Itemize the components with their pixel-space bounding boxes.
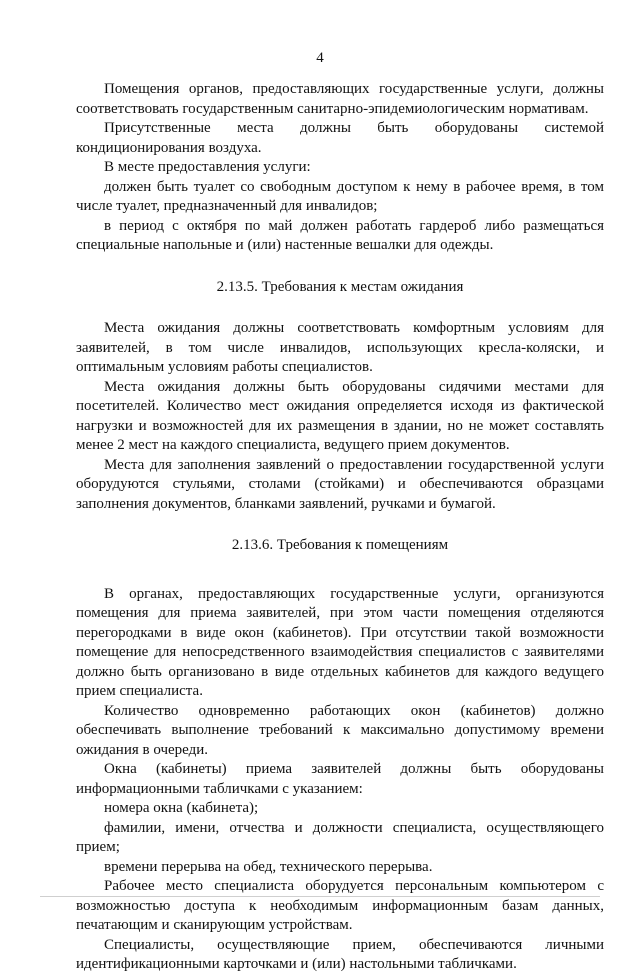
paragraph: Места ожидания должны быть оборудованы сидячими местами для посетителей. Количество мест ожидания определяется исходя из фактической нагрузки и возможностей для их размещения в здании, но не может составлять менее 2 мест на каждого специалиста, ведущего прием документов. <box>76 378 604 453</box>
paragraph: Количество одновременно работающих окон (кабинетов) должно обеспечивать выполнение требований к максимально допустимому времени ожидания в очереди. <box>76 702 604 758</box>
paragraph: времени перерыва на обед, технического перерыва. <box>104 858 433 875</box>
paragraph: номера окна (кабинета); <box>104 800 259 816</box>
paragraph: должен быть туалет со свободным доступом к нему в рабочее время, в том числе туалет, предназначенный для инвалидов; <box>76 178 604 214</box>
paragraph: Помещения органов, предоставляющих государственные услуги, должны соответствовать государственным санитарно-эпидемиологическим нормативам. <box>76 81 604 117</box>
paragraph: Места для заполнения заявлений о предоставлении государственной услуги оборудуются стульями, столами (стойками) и обеспечиваются образцами заполнения документов, бланками заявлений, ручками и бумагой. <box>76 456 604 512</box>
paragraph: Места ожидания должны соответствовать комфортным условиям для заявителей, в том числе инвалидов, использующих кресла-коляски, и оптимальным условиям работы специалистов. <box>76 320 604 375</box>
section-heading-2-13-5: 2.13.5. Требования к местам ожидания <box>216 278 464 295</box>
paragraph: Присутственные места должны быть оборудованы системой кондиционирования воздуха. <box>76 120 604 156</box>
bottom-edge-line <box>40 896 600 897</box>
paragraph: Специалисты, осуществляющие прием, обеспечиваются личными идентификационными карточками и (или) настольными табличками. <box>76 936 604 972</box>
paragraph: в период с октября по май должен работать гардероб либо размещаться специальные напольные и (или) настенные вешалки для одежды. <box>76 217 604 253</box>
section-heading-2-13-6: 2.13.6. Требования к помещениям <box>231 537 449 553</box>
paragraph: Рабочее место специалиста оборудуется персональным компьютером с возможностью доступа к необходимым информационным базам данных, печатающим и сканирующим устройствам. <box>76 878 604 933</box>
paragraph: фамилии, имени, отчества и должности специалиста, осуществляющего прием; <box>76 819 604 855</box>
document-body <box>76 80 604 975</box>
page-number: 4 <box>316 50 324 66</box>
paragraph: В органах, предоставляющих государственные услуги, организуются помещения для приема заявителей, при этом части помещения отделяются перегородками в виде окон (кабинетов). При отсутствии такой возможности помещение для непосредственного взаимодействия специалистов с заявителями должно быть организовано в виде отдельных кабинетов для каждого ведущего прием специалиста. <box>76 585 604 699</box>
paragraph: В месте предоставления услуги: <box>104 159 311 175</box>
paragraph: Окна (кабинеты) приема заявителей должны быть оборудованы информационными табличками с указанием: <box>76 761 604 797</box>
